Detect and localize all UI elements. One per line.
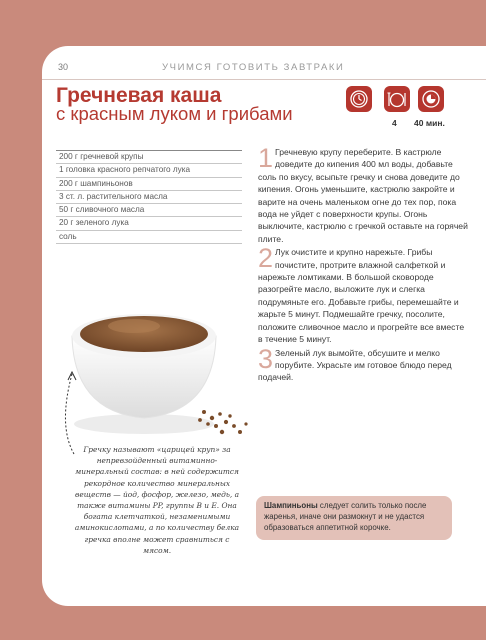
step-number: 3 bbox=[258, 343, 274, 374]
ingredient-item: 200 г шампиньонов bbox=[56, 178, 242, 191]
recipe-title: Гречневая каша bbox=[56, 84, 222, 107]
ingredients-list bbox=[56, 150, 242, 244]
page-number: 30 bbox=[58, 62, 69, 72]
ingredient-item: 20 г зеленого лука bbox=[56, 217, 242, 230]
recipe-page bbox=[42, 46, 486, 606]
time-value: 40 мин. bbox=[414, 118, 445, 128]
step-text: Гречневую крупу переберите. В кастрюле доведите до кипения 400 мл воды, добавьте соль по вкусу, всыпьте гречку и снова доведите до кипения. Огонь уменьшите, кастрюлю закройте и варите на очень маленьком огне до тех пор, пока вода не уйдет с поверхности крупы. Огонь выключите, кастрюлю с гречкой оставьте на горячей плите. bbox=[258, 147, 468, 244]
step-number: 2 bbox=[258, 243, 274, 274]
tip-text: следует солить только после жаренья, иначе они размокнут и не удастся образоваться аппетитной корочке. bbox=[264, 501, 427, 533]
tip-lead: Шампиньоны bbox=[264, 501, 318, 510]
step-number: 1 bbox=[258, 143, 274, 173]
steps-list bbox=[258, 143, 468, 385]
ingredient-item: 3 ст. л. растительного масла bbox=[56, 191, 242, 204]
step-item bbox=[258, 243, 468, 345]
ingredient-item: 50 г сливочного масла bbox=[56, 204, 242, 217]
step-text: Зеленый лук вымойте, обсушите и мелко порубите. Украсьте им готовое блюдо перед подачей. bbox=[258, 347, 452, 383]
ingredient-item: 200 г гречневой крупы bbox=[56, 151, 242, 164]
note-arrow-icon bbox=[56, 366, 96, 456]
section-title: УЧИМСЯ ГОТОВИТЬ ЗАВТРАКИ bbox=[162, 62, 345, 73]
clock-icon bbox=[418, 86, 444, 112]
servings-value: 4 bbox=[392, 118, 397, 128]
plate-icon bbox=[384, 86, 410, 112]
recipe-subtitle: с красным луком и грибами bbox=[56, 103, 293, 124]
gear-icon bbox=[346, 86, 372, 112]
step-item bbox=[258, 343, 468, 384]
nutrition-note: Гречку называют «царицей круп» за непревзойденный витаминно-минеральный состав: в ней содержится рекордное количество минеральных веществ — йод, фосфор, железо, медь, а также витамины PP, группы В и Е. Она богата клетчаткой, незаменимыми аминокислотами, а по количеству белка гречка вполне может сравниться с мясом. bbox=[74, 445, 240, 555]
ingredient-item: соль bbox=[56, 231, 242, 244]
step-item bbox=[258, 143, 468, 245]
tip-box bbox=[256, 496, 452, 540]
ingredient-item: 1 головка красного репчатого лука bbox=[56, 164, 242, 177]
step-text: Лук очистите и крупно нарежьте. Грибы почистите, протрите влажной салфеткой и нарежьте ломтиками. В большой сковороде разогрейте масло, выложите лук и слегка подрумяньте его. Добавьте грибы, перемешайте и жарьте 5 минут. Подмешайте гречку, посолите, положите сливочное масло и прогрейте все вместе в течение 5 минут. bbox=[258, 247, 465, 345]
header-divider bbox=[42, 79, 486, 80]
